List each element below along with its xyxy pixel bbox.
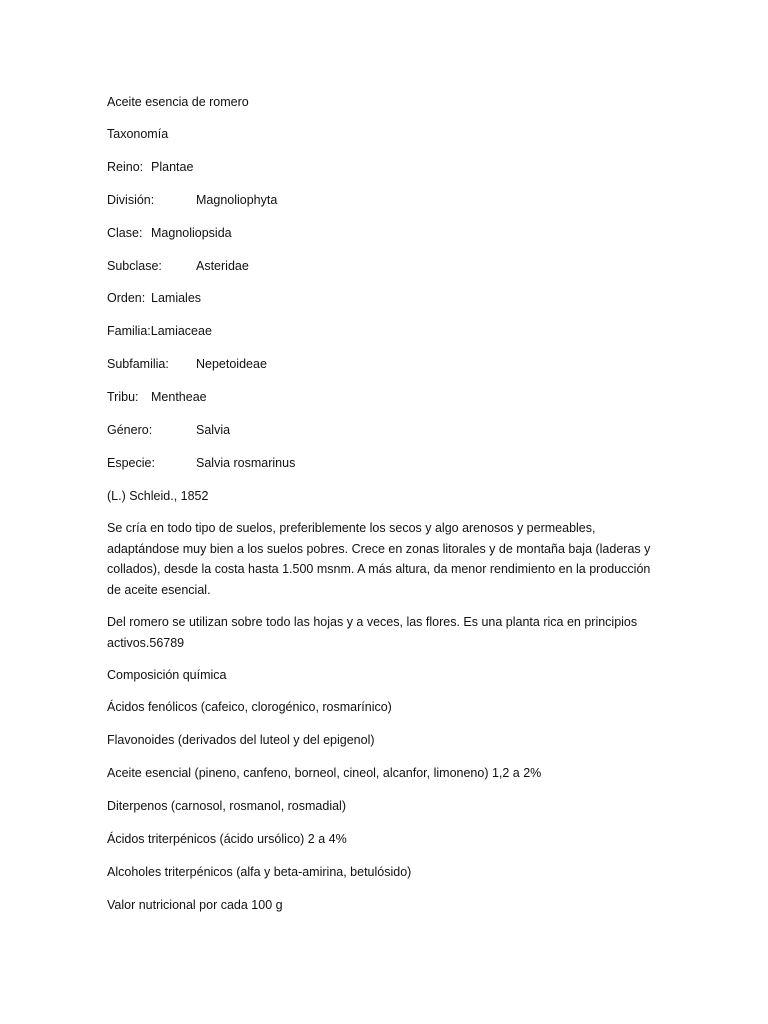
taxonomy-value: Lamiaceae	[150, 324, 212, 338]
taxonomy-row-genero	[107, 422, 230, 438]
taxonomy-value: Plantae	[151, 160, 194, 174]
taxonomy-row-especie	[107, 455, 295, 471]
taxonomy-label: Subfamilia:	[107, 357, 169, 371]
taxonomy-label: Género:	[107, 423, 153, 437]
taxonomy-label: Orden:	[107, 291, 146, 305]
composition-item: Flavonoides (derivados del luteol y del epigenol)	[107, 733, 375, 747]
taxonomy-label: Tribu:	[107, 390, 139, 404]
nutrition-heading: Valor nutricional por cada 100 g	[107, 898, 283, 912]
taxonomy-value: Salvia rosmarinus	[196, 456, 296, 470]
composition-item: Alcoholes triterpénicos (alfa y beta-amirina, betulósido)	[107, 865, 412, 879]
taxonomy-value: Magnoliophyta	[196, 193, 278, 207]
taxonomy-label: Reino:	[107, 160, 144, 174]
taxonomy-label: Subclase:	[107, 259, 162, 273]
taxonomy-row-subclase	[107, 258, 249, 274]
taxonomy-value: Nepetoideae	[196, 357, 267, 371]
usage-paragraph: Del romero se utilizan sobre todo las hojas y a veces, las flores. Es una planta rica en principios activos.56789	[107, 615, 638, 650]
taxonomy-label: Especie:	[107, 456, 155, 470]
taxonomy-label: División:	[107, 193, 155, 207]
taxonomy-value: Asteridae	[196, 259, 249, 273]
document-title: Aceite esencia de romero	[107, 95, 249, 109]
taxonomy-row-division	[107, 192, 277, 208]
composition-item: Ácidos triterpénicos (ácido ursólico) 2 a 4%	[107, 832, 347, 846]
taxonomy-value: Lamiales	[151, 291, 202, 305]
composition-item: Diterpenos (carnosol, rosmanol, rosmadial)	[107, 799, 346, 813]
taxonomy-label: Familia:	[107, 324, 151, 338]
taxonomy-value: Mentheae	[151, 390, 207, 404]
taxonomy-label: Clase:	[107, 226, 143, 240]
author-citation: (L.) Schleid., 1852	[107, 489, 209, 503]
composition-item: Ácidos fenólicos (cafeico, clorogénico, rosmarínico)	[107, 700, 392, 714]
taxonomy-row-clase	[107, 225, 232, 241]
taxonomy-value: Magnoliopsida	[151, 226, 232, 240]
habitat-paragraph: Se cría en todo tipo de suelos, preferiblemente los secos y algo arenosos y permeables, adaptándose muy bien a los suelos pobres. Crece en zonas litorales y de montaña baja (laderas y collados), desde la costa hasta 1.500 msnm. A más altura, da menor rendimiento en la producción de aceite esencial.	[107, 521, 651, 597]
taxonomy-row-orden	[107, 290, 201, 306]
taxonomy-row-subfamilia	[107, 356, 267, 372]
taxonomy-row-tribu	[107, 389, 207, 405]
taxonomy-row-familia	[107, 323, 212, 339]
composition-heading: Composición química	[107, 668, 227, 682]
taxonomy-row-reino	[107, 159, 193, 175]
taxonomy-heading: Taxonomía	[107, 127, 169, 141]
composition-item: Aceite esencial (pineno, canfeno, borneol, cineol, alcanfor, limoneno) 1,2 a 2%	[107, 766, 542, 780]
taxonomy-value: Salvia	[196, 423, 231, 437]
